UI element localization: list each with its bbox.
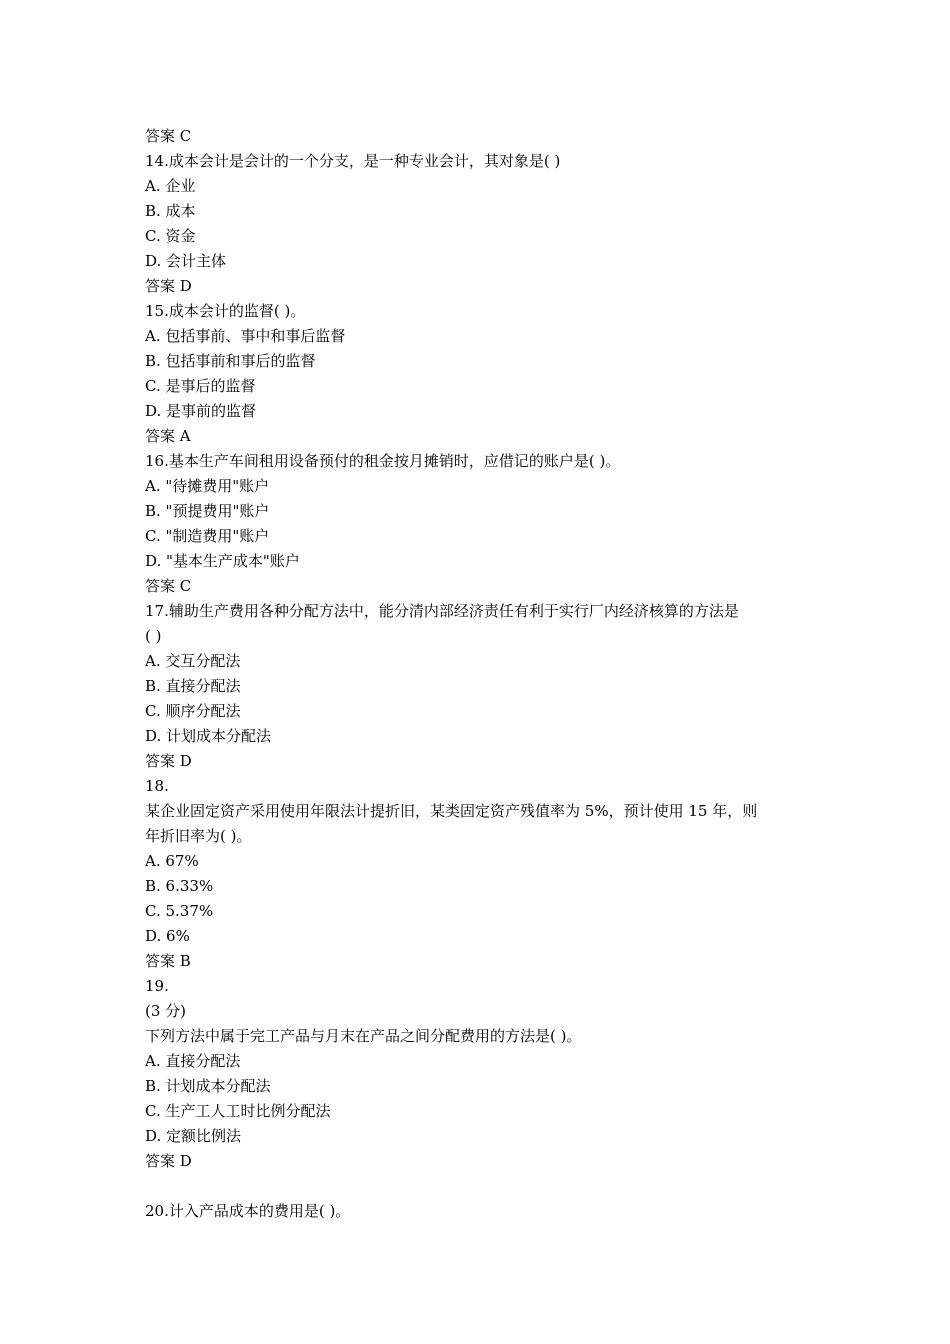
question-17: 17.辅助生产费用各种分配方法中，能分清内部经济责任有利于实行厂内经济核算的方法是 xyxy=(145,602,739,620)
answer-19: 答案 D xyxy=(145,1152,192,1170)
q16-option-d: D. "基本生产成本"账户 xyxy=(145,552,300,570)
q18-option-c: C. 5.37% xyxy=(145,902,214,920)
q18-option-b: B. 6.33% xyxy=(145,877,214,895)
q14-option-c: C. 资金 xyxy=(145,227,196,245)
answer-17: 答案 D xyxy=(145,752,192,770)
q19-option-c: C. 生产工人工时比例分配法 xyxy=(145,1102,331,1120)
question-15: 15.成本会计的监督( )。 xyxy=(145,302,306,320)
question-19: 下列方法中属于完工产品与月末在产品之间分配费用的方法是( )。 xyxy=(145,1027,582,1045)
q17-option-a: A. 交互分配法 xyxy=(145,652,241,670)
q15-option-a: A. 包括事前、事中和事后监督 xyxy=(145,327,346,345)
q14-option-d: D. 会计主体 xyxy=(145,252,227,270)
question-18-cont: 年折旧率为( )。 xyxy=(145,827,252,845)
answer-16: 答案 C xyxy=(145,577,192,595)
q19-option-b: B. 计划成本分配法 xyxy=(145,1077,271,1095)
q14-option-a: A. 企业 xyxy=(145,177,196,195)
q18-option-a: A. 67% xyxy=(145,852,199,870)
q15-option-b: B. 包括事前和事后的监督 xyxy=(145,352,316,370)
q15-option-d: D. 是事前的监督 xyxy=(145,402,257,420)
q16-option-b: B. "预提费用"账户 xyxy=(145,502,270,520)
question-19-score: (3 分) xyxy=(145,1002,187,1020)
question-16: 16.基本生产车间租用设备预付的租金按月摊销时，应借记的账户是( )。 xyxy=(145,452,621,470)
q18-option-d: D. 6% xyxy=(145,927,190,945)
document-page xyxy=(145,124,817,1224)
question-19-number: 19. xyxy=(145,977,169,995)
q17-option-c: C. 顺序分配法 xyxy=(145,702,241,720)
q15-option-c: C. 是事后的监督 xyxy=(145,377,256,395)
blank-line xyxy=(145,1174,817,1199)
q14-option-b: B. 成本 xyxy=(145,202,196,220)
question-18-number: 18. xyxy=(145,777,169,795)
answer-13: 答案 C xyxy=(145,127,192,145)
q19-option-d: D. 定额比例法 xyxy=(145,1127,242,1145)
q17-option-b: B. 直接分配法 xyxy=(145,677,241,695)
q19-option-a: A. 直接分配法 xyxy=(145,1052,241,1070)
q17-option-d: D. 计划成本分配法 xyxy=(145,727,272,745)
question-14: 14.成本会计是会计的一个分支，是一种专业会计，其对象是( ) xyxy=(145,152,561,170)
question-20: 20.计入产品成本的费用是( )。 xyxy=(145,1202,351,1220)
answer-15: 答案 A xyxy=(145,427,191,445)
question-17-cont: ( ) xyxy=(145,627,162,645)
question-18: 某企业固定资产采用使用年限法计提折旧，某类固定资产残值率为 5%，预计使用 15 年，则 xyxy=(145,802,758,820)
q16-option-c: C. "制造费用"账户 xyxy=(145,527,270,545)
answer-14: 答案 D xyxy=(145,277,192,295)
answer-18: 答案 B xyxy=(145,952,191,970)
q16-option-a: A. "待摊费用"账户 xyxy=(145,477,270,495)
